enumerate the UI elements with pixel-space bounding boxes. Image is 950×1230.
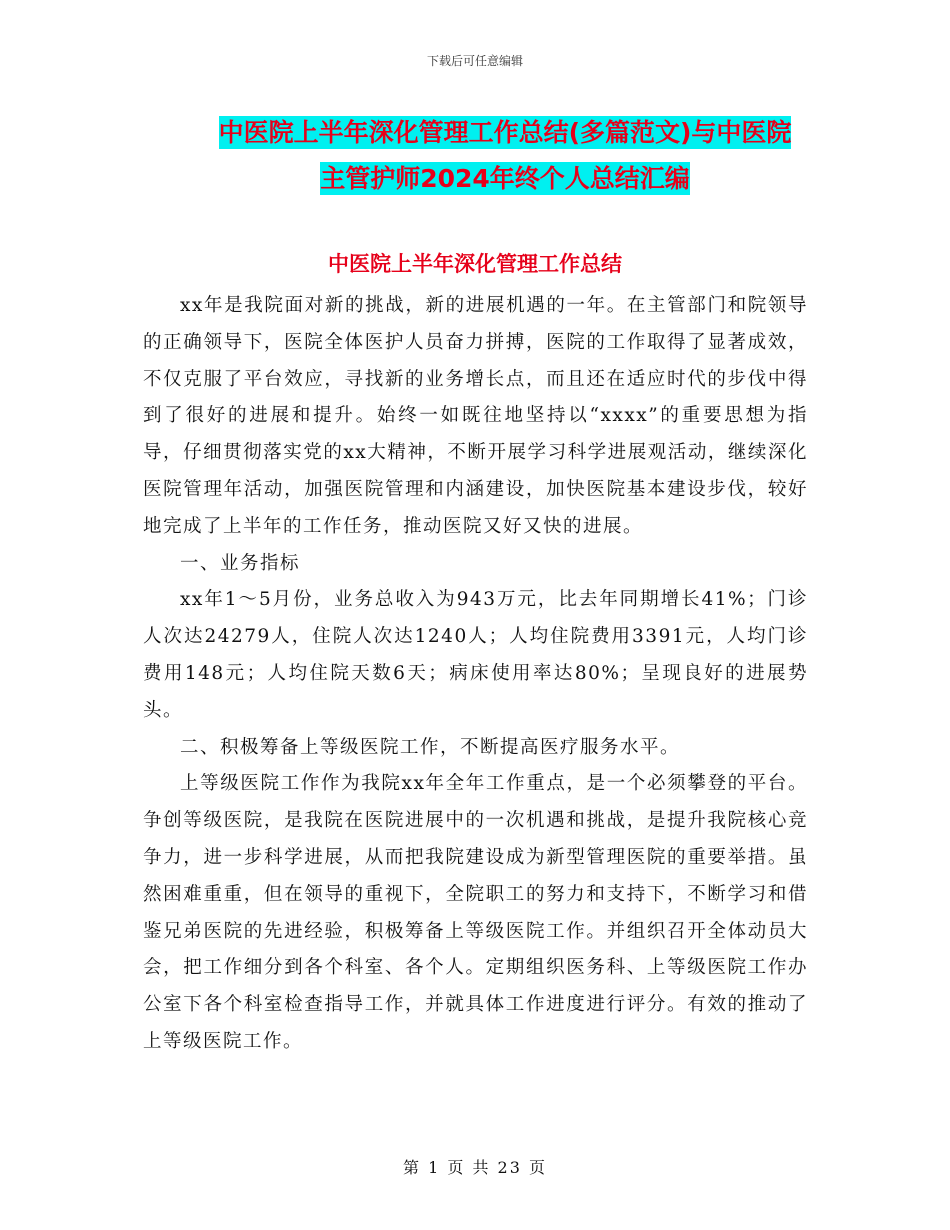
paragraph-intro: xx年是我院面对新的挑战，新的进展机遇的一年。在主管部门和院领导的正确领导下，医院全体医护人员奋力拼搏，医院的工作取得了显著成效，不仅克服了平台效应，寻找新的业务增长点，而且还在适应时代的步伐中得到了很好的进展和提升。始终一如既往地坚持以“xxxx”的重要思想为指导，仔细贯彻落实党的xx大精神，不断开展学习科学进展观活动，继续深化医院管理年活动，加强医院管理和内涵建设，加快医院基本建设步伐，较好地完成了上半年的工作任务，推动医院又好又快的进展。 (143, 295, 808, 537)
heading-business-indicators: 一、业务指标 (180, 552, 301, 574)
document-title-line-2: 主管护师2024年终个人总结汇编 (320, 164, 690, 193)
document-body (143, 288, 808, 1061)
page-header-note: 下载后可任意编辑 (426, 54, 523, 68)
paragraph-business-indicators: xx年1～5月份，业务总收入为943万元，比去年同期增长41%；门诊人次达24279人，住院人次达1240人；人均住院费用3391元，人均门诊费用148元；人均住院天数6天；病床使用率达80%；呈现良好的进展势头。 (143, 589, 808, 721)
document-title-line-1: 中医院上半年深化管理工作总结(多篇范文)与中医院 (218, 118, 792, 147)
heading-hospital-grade: 二、积极筹备上等级医院工作，不断提高医疗服务水平。 (180, 736, 681, 758)
document-title (190, 110, 820, 202)
paragraph-hospital-grade: 上等级医院工作作为我院xx年全年工作重点，是一个必须攀登的平台。争创等级医院，是我院在医院进展中的一次机遇和挑战，是提升我院核心竞争力，进一步科学进展，从而把我院建设成为新型管理医院的重要举措。虽然困难重重，但在领导的重视下，全院职工的努力和支持下，不断学习和借鉴兄弟医院的先进经验，积极筹备上等级医院工作。并组织召开全体动员大会，把工作细分到各个科室、各个人。定期组织医务科、上等级医院工作办公室下各个科室检查指导工作，并就具体工作进度进行评分。有效的推动了上等级医院工作。 (143, 773, 808, 1052)
section-title: 中医院上半年深化管理工作总结 (328, 252, 622, 276)
page-footer-number: 第 1 页 共 23 页 (403, 1158, 547, 1177)
